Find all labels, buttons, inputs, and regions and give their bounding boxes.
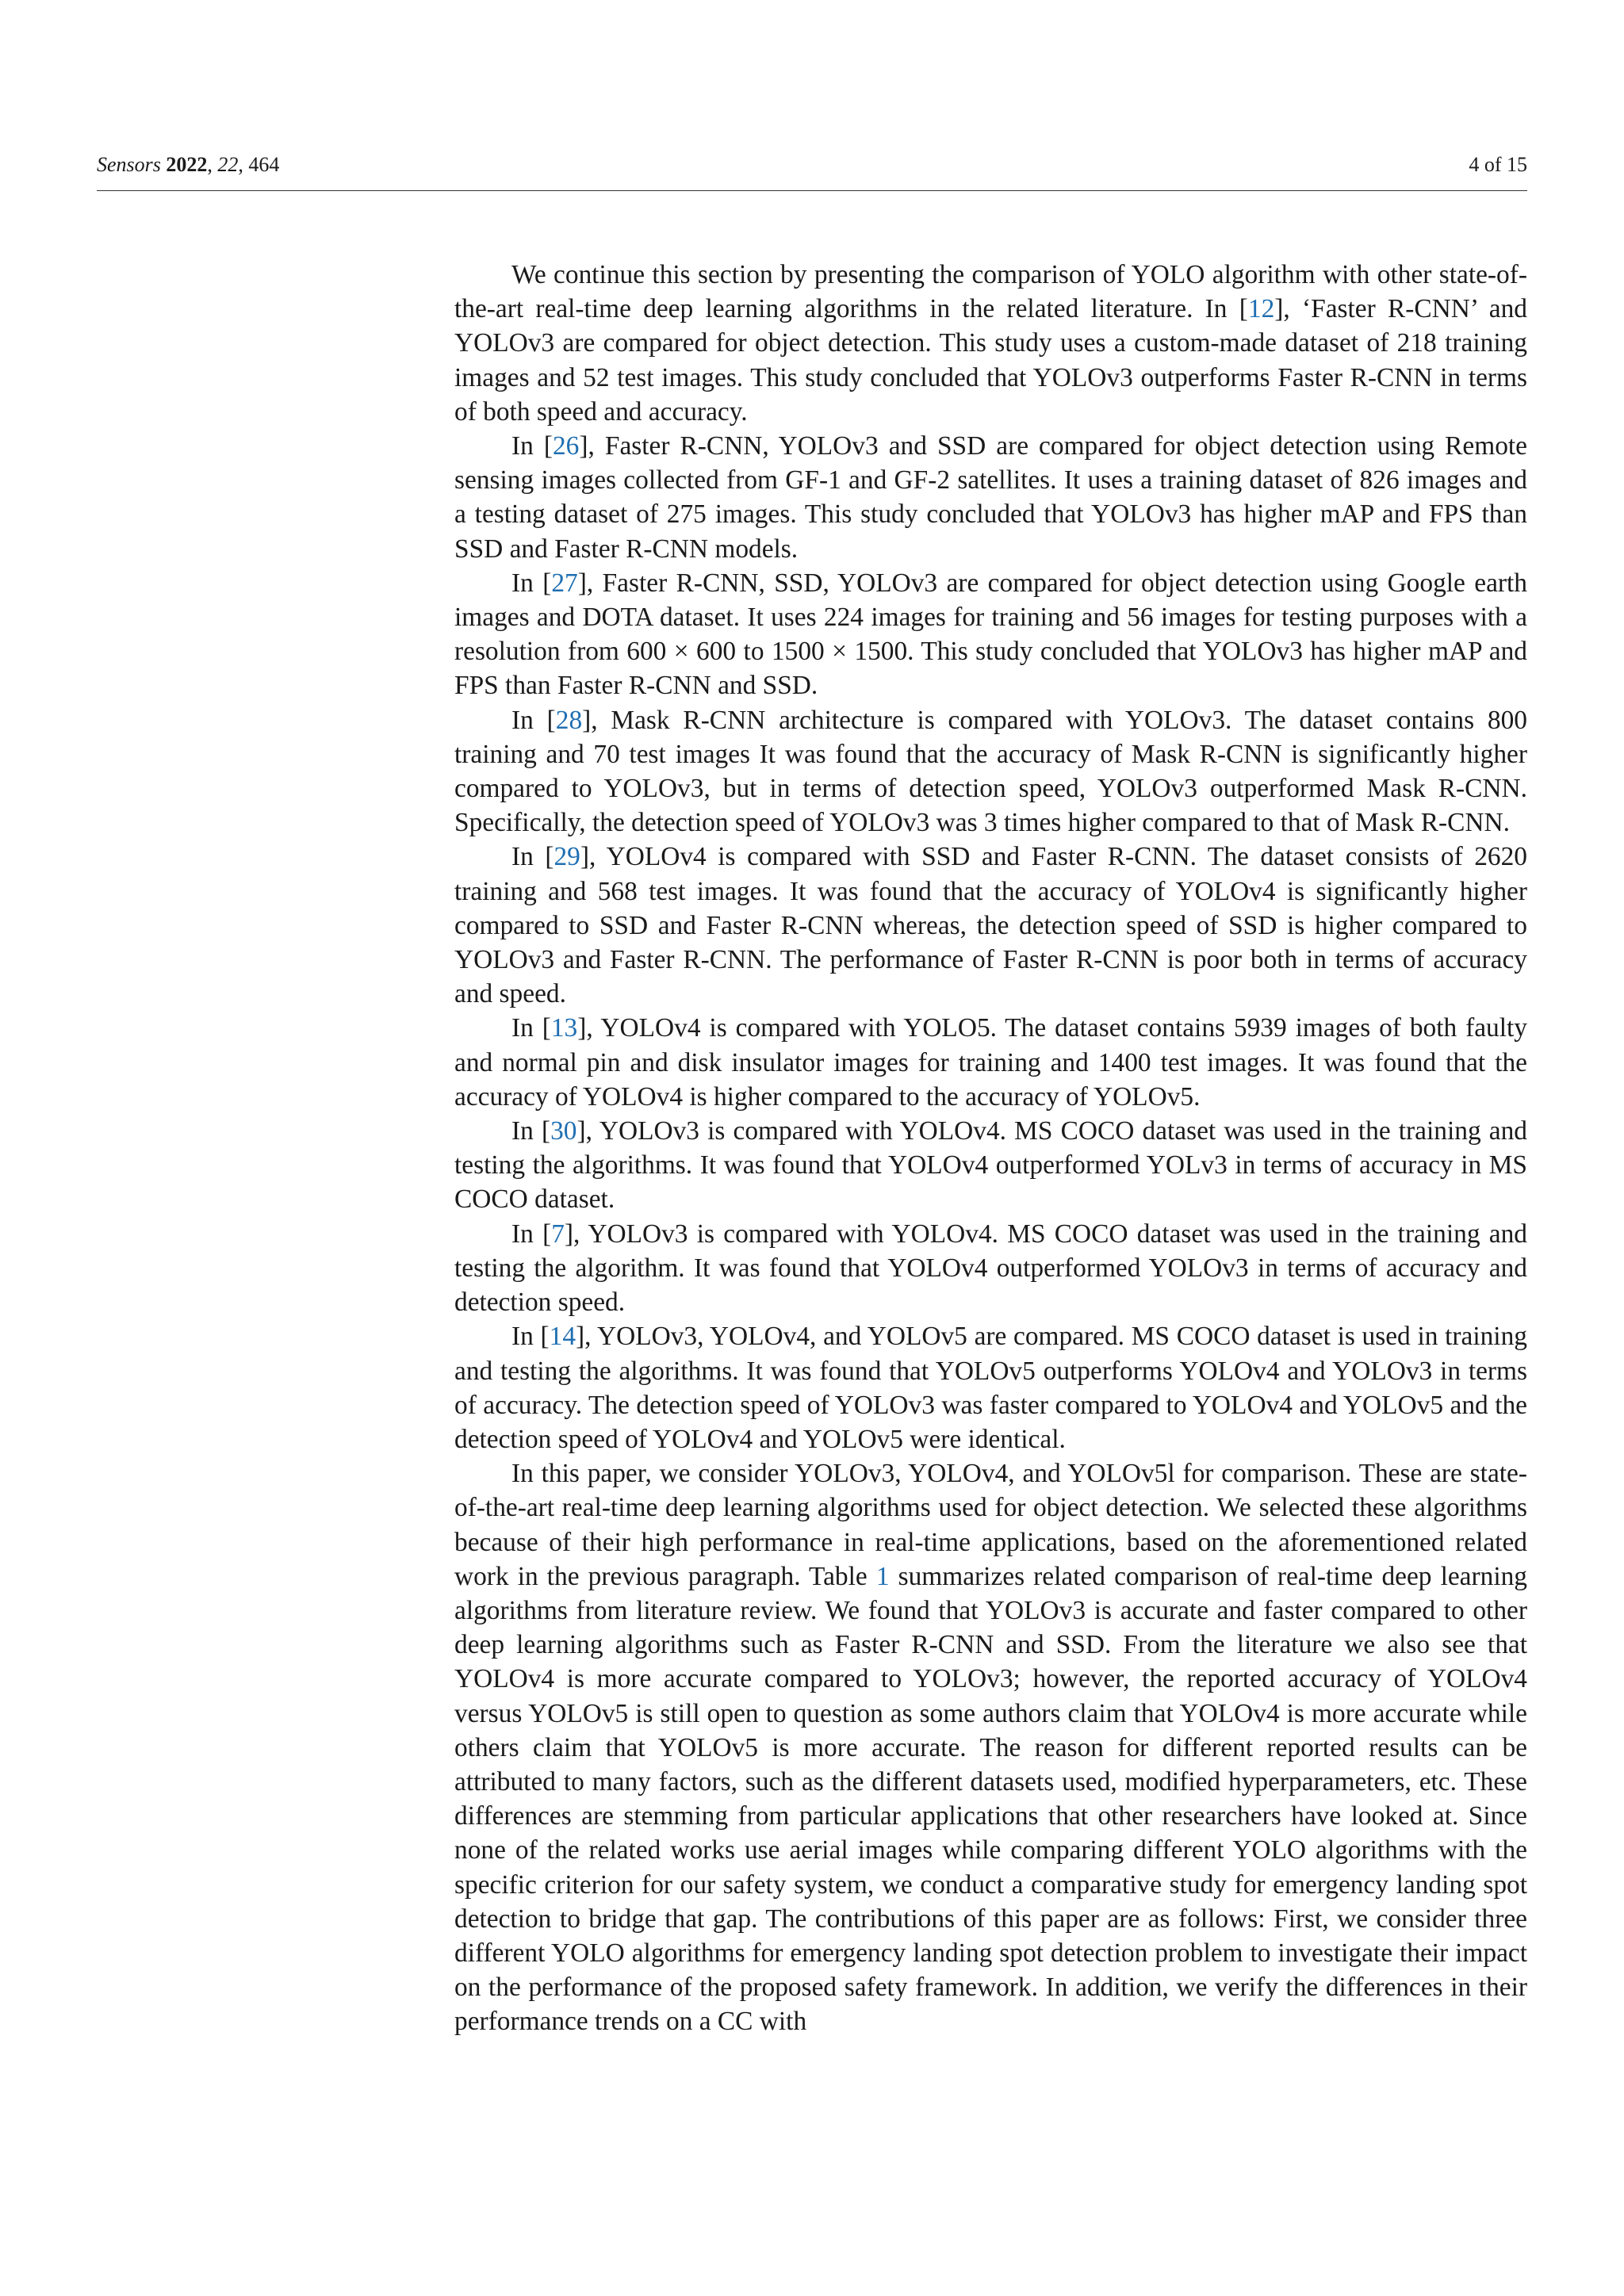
header-divider xyxy=(97,190,1527,191)
paragraph xyxy=(454,1217,1527,1320)
citation-link[interactable]: 28 xyxy=(555,705,583,735)
paragraph-text: We continue this section by presenting the comparison of YOLO algorithm with other state-of-the-art real-time deep learning algorithms in the related literature. In [ xyxy=(454,260,1527,324)
citation-link[interactable]: 14 xyxy=(549,1322,576,1352)
journal-volume: 22 xyxy=(217,153,239,176)
citation-link[interactable]: 29 xyxy=(553,842,580,872)
paragraph-text: ], ‘Faster R-CNN’ and YOLOv3 are compared for object detection. This study uses a custom-made dataset of 218 training images and 52 test images. This study concluded that YOLOv3 outperforms Faster R-CNN in terms of both speed and accuracy. xyxy=(454,294,1527,427)
journal-name: Sensors xyxy=(97,153,161,176)
paragraph-text: In [ xyxy=(511,842,554,872)
paragraph-text: In [ xyxy=(511,1116,551,1146)
citation-link[interactable]: 1 xyxy=(875,1561,890,1591)
paragraph xyxy=(454,566,1527,703)
paragraph-text: ], YOLOv3 is compared with YOLOv4. MS COCO dataset was used in the training and testing the algorithms. It was found that YOLOv4 outperformed YOLv3 in terms of accuracy in MS COCO dataset. xyxy=(454,1116,1527,1215)
page-number: 4 of 15 xyxy=(1469,153,1527,176)
journal-citation: Sensors 2022, 22, 464 xyxy=(97,153,280,176)
paragraph xyxy=(454,429,1527,566)
citation-link[interactable]: 13 xyxy=(550,1013,578,1043)
body-text xyxy=(454,258,1527,2039)
paragraph-text: In [ xyxy=(511,1013,551,1043)
paragraph-text: ], YOLOv4 is compared with YOLO5. The dataset contains 5939 images of both faulty and normal pin and disk insulator images for training and 1400 test images. It was found that the accuracy of YOLOv4 is higher compared to the accuracy of YOLOv5. xyxy=(454,1013,1527,1112)
paragraph-text: summarizes related comparison of real-time deep learning algorithms from literature review. We found that YOLOv3 is accurate and faster compared to other deep learning algorithms such as Faster R-CNN and SSD. From the literature we also see that YOLOv4 is more accurate compared to YOLOv3; however, the reported accuracy of YOLOv4 versus YOLOv5 is still open to question as some authors claim that YOLOv4 is more accurate while others claim that YOLOv5 is more accurate. The reason for different reported results can be attributed to many factors, such as the different datasets used, modified hyperparameters, etc. These differences are stemming from particular applications that other researchers have looked at. Since none of the related works use aerial images while comparing different YOLO algorithms with the specific criterion for our safety system, we conduct a comparative study for emergency landing spot detection to bridge that gap. The contributions of this paper are as follows: First, we consider three different YOLO algorithms for emergency landing spot detection problem to investigate their impact on the performance of the proposed safety framework. In addition, we verify the differences in their performance trends on a CC with xyxy=(454,1561,1527,2037)
paragraph-text: ], YOLOv4 is compared with SSD and Faster R-CNN. The dataset consists of 2620 training and 568 test images. It was found that the accuracy of YOLOv4 is significantly higher compared to SSD and Faster R-CNN whereas, the detection speed of SSD is higher compared to YOLOv3 and Faster R-CNN. The performance of Faster R-CNN is poor both in terms of accuracy and speed. xyxy=(454,842,1527,1009)
paragraph xyxy=(454,840,1527,1011)
paragraph-text: In this paper, we consider YOLOv3, YOLOv4, and YOLOv5l for comparison. These are state-of-the-art real-time deep learning algorithms used for object detection. We selected these algorithms because of their high performance in real-time applications, based on the aforementioned related work in the previous paragraph. Table xyxy=(454,1459,1527,1591)
paragraph-text: ], Faster R-CNN, YOLOv3 and SSD are compared for object detection using Remote sensing images collected from GF-1 and GF-2 satellites. It uses a training dataset of 826 images and a testing dataset of 275 images. This study concluded that YOLOv3 has higher mAP and FPS than SSD and Faster R-CNN models. xyxy=(454,431,1527,564)
paragraph-text: ], Mask R-CNN architecture is compared with YOLOv3. The dataset contains 800 training and 70 test images It was found that the accuracy of Mask R-CNN is significantly higher compared to YOLOv3, but in terms of detection speed, YOLOv3 outperformed Mask R-CNN. Specifically, the detection speed of YOLOv3 was 3 times higher compared to that of Mask R-CNN. xyxy=(454,705,1527,838)
paragraph xyxy=(454,1011,1527,1114)
citation-link[interactable]: 27 xyxy=(551,568,578,598)
paragraph xyxy=(454,1319,1527,1456)
paragraph-text: ], YOLOv3 is compared with YOLOv4. MS COCO dataset was used in the training and testing the algorithm. It was found that YOLOv4 outperformed YOLOv3 in terms of accuracy and detection speed. xyxy=(454,1219,1527,1318)
paragraph-text: In [ xyxy=(511,568,552,598)
paragraph-text: ], Faster R-CNN, SSD, YOLOv3 are compared for object detection using Google earth images and DOTA dataset. It uses 224 images for training and 56 images for testing purposes with a resolution from 600 × 600 to 1500 × 1500. This study concluded that YOLOv3 has higher mAP and FPS than Faster R-CNN and SSD. xyxy=(454,568,1527,701)
citation-link[interactable]: 26 xyxy=(552,431,580,461)
journal-year: 2022 xyxy=(166,153,208,176)
article-number: 464 xyxy=(248,153,280,176)
citation-link[interactable]: 30 xyxy=(550,1116,577,1146)
paragraph xyxy=(454,258,1527,429)
paragraph-text: In [ xyxy=(511,1219,552,1249)
citation-link[interactable]: 12 xyxy=(1247,294,1275,324)
paragraph-text: In [ xyxy=(511,431,553,461)
paragraph-text: In [ xyxy=(511,705,556,735)
paragraph xyxy=(454,1114,1527,1217)
paragraph xyxy=(454,703,1527,840)
running-header xyxy=(97,149,1527,181)
paragraph-text: ], YOLOv3, YOLOv4, and YOLOv5 are compared. MS COCO dataset is used in training and testing the algorithms. It was found that YOLOv5 outperforms YOLOv4 and YOLOv3 in terms of accuracy. The detection speed of YOLOv3 was faster compared to YOLOv4 and YOLOv5 and the detection speed of YOLOv4 and YOLOv5 were identical. xyxy=(454,1322,1527,1454)
citation-link[interactable]: 7 xyxy=(551,1219,565,1249)
paragraph-text: In [ xyxy=(511,1322,550,1352)
paragraph xyxy=(454,1456,1527,2038)
